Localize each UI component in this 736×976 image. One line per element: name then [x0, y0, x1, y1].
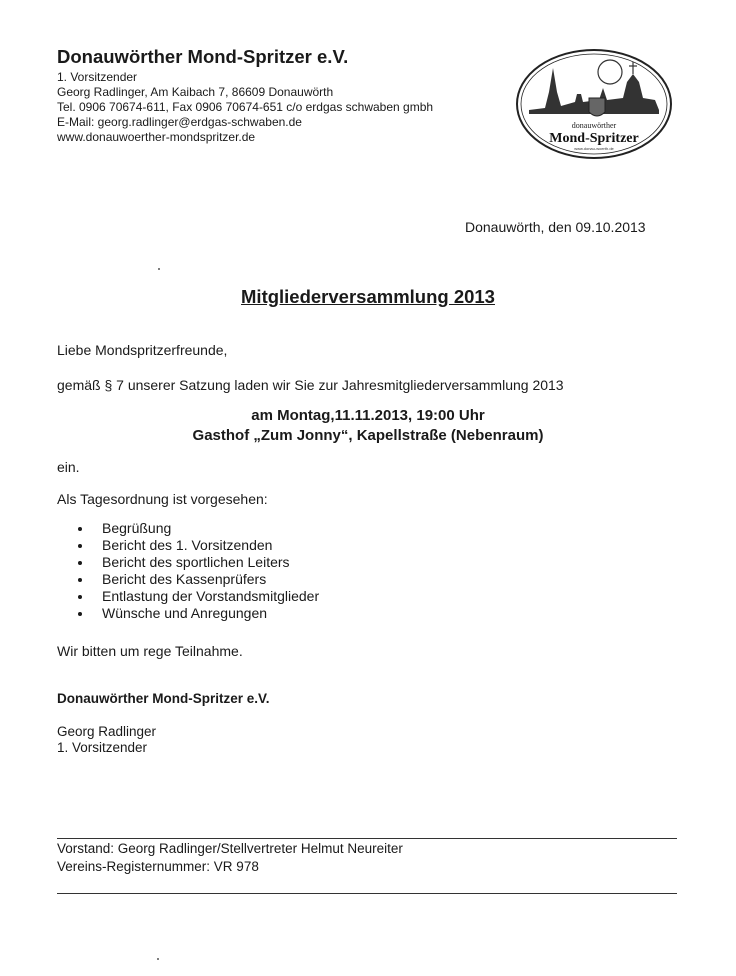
event-location: Gasthof „Zum Jonny“, Kapellstraße (Nebenraum): [192, 427, 544, 444]
logo-top-text: donauwörther: [571, 121, 617, 130]
signature-name: Georg Radlinger: [57, 724, 157, 739]
header-role: 1. Vorsitzender: [57, 70, 138, 84]
club-logo: [515, 48, 673, 160]
agenda-intro: Als Tagesordnung ist vorgesehen:: [57, 491, 268, 507]
footer-registry: Vereins-Registernummer: VR 978: [57, 859, 259, 874]
header-email: E-Mail: georg.radlinger@erdgas-schwaben.de: [57, 115, 302, 129]
header-website: www.donauwoerther-mondspritzer.de: [57, 130, 256, 144]
organization-name: Donauwörther Mond-Spritzer e.V.: [57, 46, 349, 67]
agenda-list: [76, 520, 319, 622]
footer-divider-bottom: [57, 893, 677, 894]
scan-speck: [158, 268, 160, 270]
intro-paragraph: gemäß § 7 unserer Satzung laden wir Sie zur Jahresmitgliederversammlung 2013: [57, 377, 564, 393]
scan-speck: [157, 958, 159, 960]
page-title: Mitgliederversammlung 2013: [241, 286, 495, 307]
closing-text: Wir bitten um rege Teilnahme.: [57, 643, 243, 659]
logo-small-text: www.donau-woerth.de: [574, 146, 614, 151]
header-phone: Tel. 0906 70674-611, Fax 0906 70674-651 c/o erdgas schwaben gmbh: [57, 100, 434, 114]
event-date: am Montag,11.11.2013, 19:00 Uhr: [251, 407, 485, 424]
logo-main-text: Mond-Spritzer: [549, 131, 639, 146]
footer-board: Vorstand: Georg Radlinger/Stellvertreter Helmut Neureiter: [57, 841, 403, 856]
letter-date: Donauwörth, den 09.10.2013: [465, 219, 646, 235]
header-address: Georg Radlinger, Am Kaibach 7, 86609 Donauwörth: [57, 85, 334, 99]
agenda-item: Bericht des Kassenprüfers: [76, 571, 319, 588]
signature-organization: Donauwörther Mond-Spritzer e.V.: [57, 691, 270, 706]
footer-divider-top: [57, 838, 677, 839]
salutation: Liebe Mondspritzerfreunde,: [57, 342, 228, 358]
agenda-item: Begrüßung: [76, 520, 319, 537]
signature-role: 1. Vorsitzender: [57, 740, 148, 755]
agenda-item: Wünsche und Anregungen: [76, 605, 319, 622]
agenda-item: Bericht des sportlichen Leiters: [76, 554, 319, 571]
agenda-item: Bericht des 1. Vorsitzenden: [76, 537, 319, 554]
agenda-item: Entlastung der Vorstandsmitglieder: [76, 588, 319, 605]
ein-text: ein.: [57, 459, 80, 475]
